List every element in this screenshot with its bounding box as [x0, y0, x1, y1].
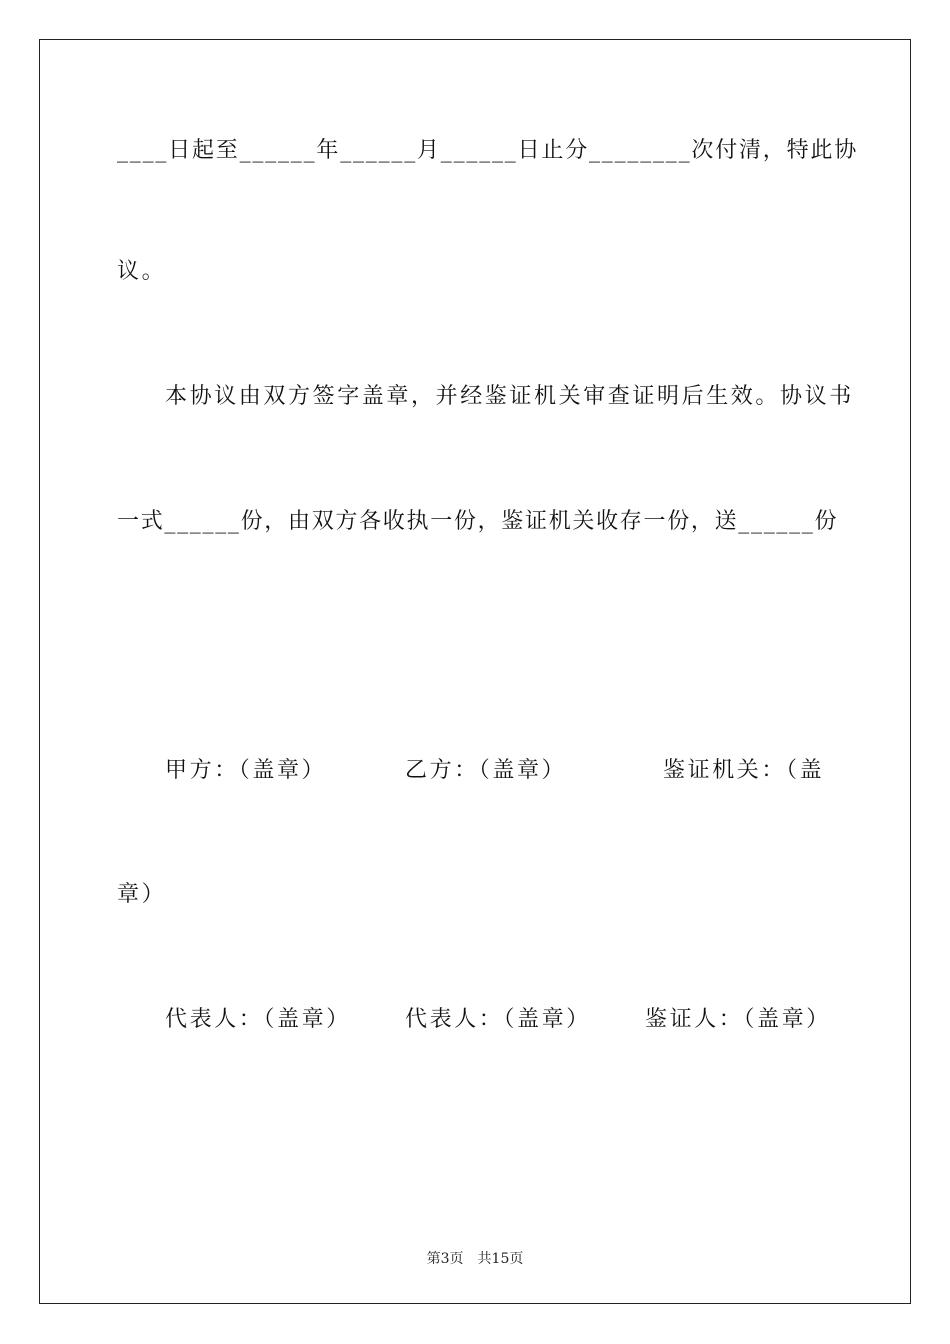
paragraph-1-line-1: ____日起至______年______月______日止分________次付清，特此协 [117, 138, 859, 163]
paragraph-2-line-2: 一式______份，由双方各收执一份，鉴证机关收存一份，送______份 [117, 509, 839, 534]
party-a-seal: 甲方：（盖章） [165, 758, 327, 783]
authority-seal-continued: 章） [117, 882, 167, 907]
party-a-representative: 代表人：（盖章） [165, 1007, 351, 1032]
authority-seal: 鉴证机关：（盖 [663, 758, 825, 783]
page-border [39, 39, 911, 1304]
paragraph-1-line-2: 议。 [117, 259, 167, 284]
witness-seal: 鉴证人：（盖章） [645, 1007, 831, 1032]
page-number: 第3页 共15页 [426, 1251, 524, 1267]
paragraph-2-text: 本协议由双方签字盖章，并经鉴证机关审查证明后生效。协议书 [165, 384, 854, 409]
party-b-seal: 乙方：（盖章） [405, 758, 567, 783]
party-b-representative: 代表人：（盖章） [405, 1007, 591, 1032]
